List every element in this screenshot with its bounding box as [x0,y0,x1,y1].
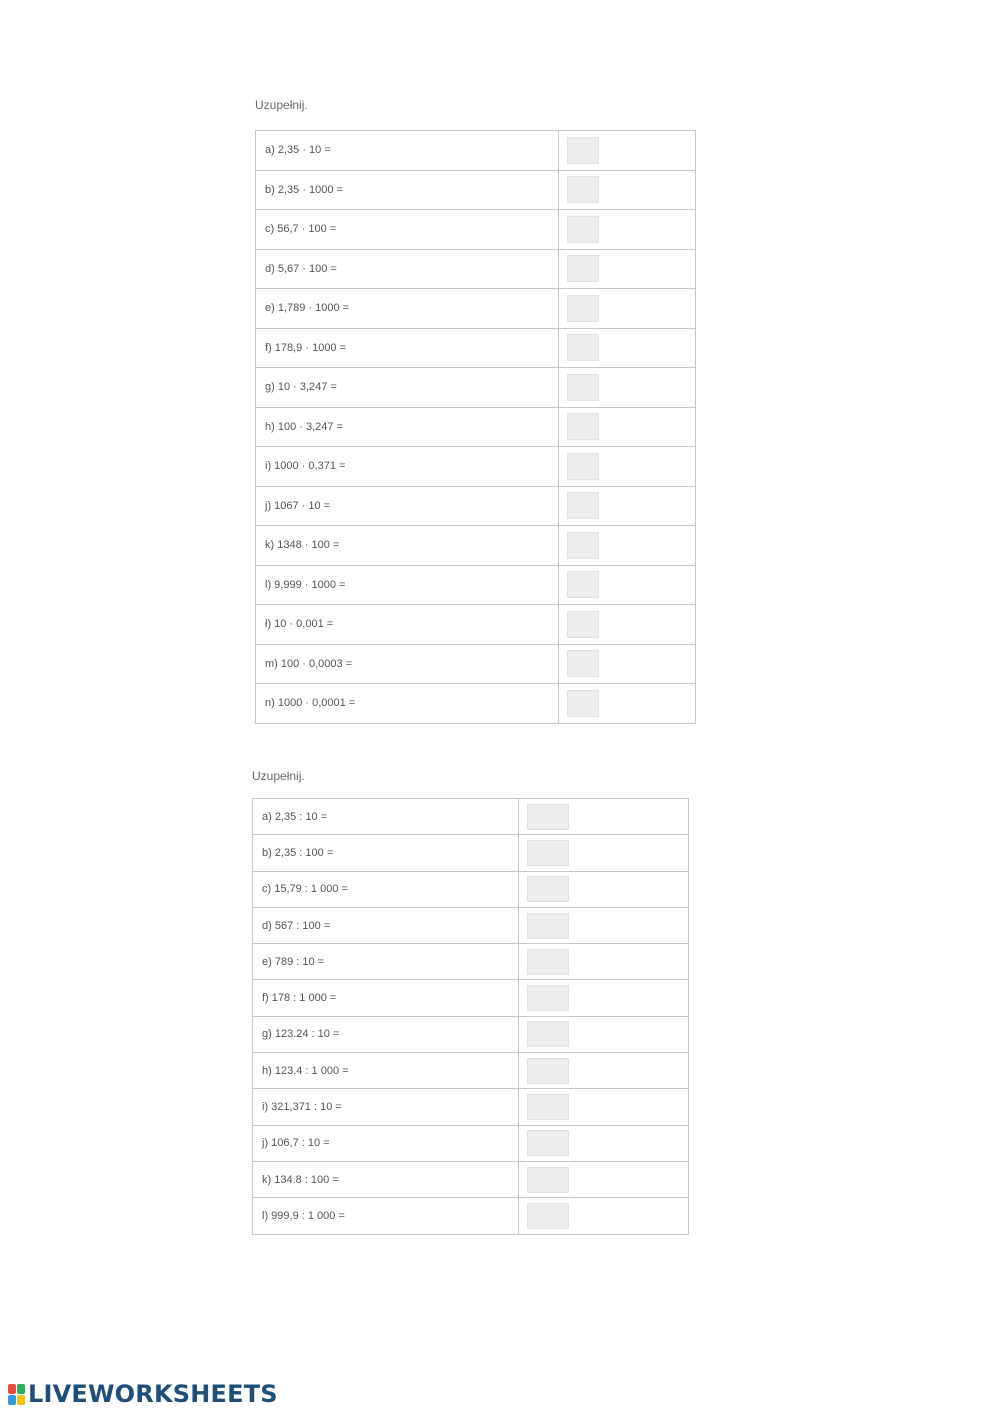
logo-squares-icon [8,1384,25,1405]
answer-input[interactable] [527,1130,569,1156]
answer-input[interactable] [567,453,599,480]
instruction-1: Uzupełnij. [255,98,308,112]
answer-cell [519,799,689,835]
answer-cell [559,565,696,605]
table-row [253,1161,689,1197]
table-row [253,871,689,907]
answer-cell [519,1016,689,1052]
question-text: i) 1000 · 0,371 = [256,447,559,487]
question-text: k) 134.8 : 100 = [253,1161,519,1197]
answer-cell [559,447,696,487]
table-row [256,289,696,329]
table-row [253,944,689,980]
multiplication-table [255,130,696,724]
answer-input[interactable] [527,1058,569,1084]
answer-input[interactable] [567,334,599,361]
answer-input[interactable] [567,255,599,282]
answer-cell [559,407,696,447]
answer-cell [519,1125,689,1161]
liveworksheets-logo [8,1380,278,1408]
answer-input[interactable] [527,1021,569,1047]
table-row [253,835,689,871]
answer-cell [519,1161,689,1197]
answer-cell [519,1089,689,1125]
question-text: ł) 10 · 0,001 = [256,605,559,645]
table-row [256,644,696,684]
table-row [253,1089,689,1125]
answer-input[interactable] [527,949,569,975]
table-row [256,486,696,526]
question-text: m) 100 · 0,0003 = [256,644,559,684]
answer-input[interactable] [567,690,599,717]
question-text: j) 106,7 : 10 = [253,1125,519,1161]
question-text: l) 999,9 : 1 000 = [253,1198,519,1234]
question-text: c) 15,79 : 1 000 = [253,871,519,907]
table-row [256,407,696,447]
answer-cell [519,944,689,980]
answer-cell [519,871,689,907]
table-row [253,1198,689,1234]
answer-cell [559,170,696,210]
question-text: l) 9,999 · 1000 = [256,565,559,605]
question-text: f) 178 : 1 000 = [253,980,519,1016]
answer-input[interactable] [527,913,569,939]
table-row [253,799,689,835]
question-text: f) 178,9 · 1000 = [256,328,559,368]
table-row [256,605,696,645]
table-row [256,249,696,289]
question-text: c) 56,7 · 100 = [256,210,559,250]
answer-input[interactable] [567,532,599,559]
answer-cell [559,605,696,645]
answer-input[interactable] [567,295,599,322]
answer-cell [519,1053,689,1089]
answer-cell [559,210,696,250]
answer-cell [559,131,696,171]
answer-input[interactable] [527,804,569,830]
division-table [252,798,689,1235]
answer-cell [559,684,696,724]
answer-cell [559,644,696,684]
question-text: k) 1348 · 100 = [256,526,559,566]
table-row [256,684,696,724]
table-row [256,565,696,605]
answer-input[interactable] [567,413,599,440]
answer-input[interactable] [567,176,599,203]
answer-input[interactable] [567,611,599,638]
answer-cell [519,980,689,1016]
answer-cell [559,526,696,566]
question-text: b) 2,35 : 100 = [253,835,519,871]
instruction-2: Uzupełnij. [252,769,305,783]
answer-input[interactable] [527,985,569,1011]
table-row [253,1125,689,1161]
answer-input[interactable] [567,492,599,519]
table-row [253,907,689,943]
question-text: n) 1000 · 0,0001 = [256,684,559,724]
answer-input[interactable] [527,1203,569,1229]
question-text: e) 1,789 · 1000 = [256,289,559,329]
answer-input[interactable] [527,1094,569,1120]
table-row [256,368,696,408]
answer-cell [519,835,689,871]
logo-text: LIVEWORKSHEETS [28,1380,278,1408]
answer-cell [559,486,696,526]
table-row [256,447,696,487]
table-row [256,526,696,566]
question-text: i) 321,371 : 10 = [253,1089,519,1125]
answer-cell [559,289,696,329]
table-row [256,328,696,368]
question-text: j) 1067 · 10 = [256,486,559,526]
table-row [256,210,696,250]
question-text: e) 789 : 10 = [253,944,519,980]
question-text: h) 100 · 3,247 = [256,407,559,447]
table-row [256,170,696,210]
answer-cell [519,907,689,943]
answer-input[interactable] [567,650,599,677]
answer-cell [559,249,696,289]
answer-input[interactable] [567,216,599,243]
question-text: g) 10 · 3,247 = [256,368,559,408]
question-text: a) 2,35 : 10 = [253,799,519,835]
answer-input[interactable] [567,374,599,401]
question-text: b) 2,35 · 1000 = [256,170,559,210]
question-text: d) 567 : 100 = [253,907,519,943]
question-text: g) 123.24 : 10 = [253,1016,519,1052]
question-text: h) 123.4 : 1 000 = [253,1053,519,1089]
table-row [253,1053,689,1089]
answer-cell [519,1198,689,1234]
question-text: a) 2,35 · 10 = [256,131,559,171]
question-text: d) 5,67 · 100 = [256,249,559,289]
answer-cell [559,368,696,408]
answer-input[interactable] [567,137,599,164]
answer-input[interactable] [527,840,569,866]
table-row [253,1016,689,1052]
answer-input[interactable] [527,1167,569,1193]
answer-input[interactable] [527,876,569,902]
table-row [256,131,696,171]
table-row [253,980,689,1016]
answer-cell [559,328,696,368]
answer-input[interactable] [567,571,599,598]
